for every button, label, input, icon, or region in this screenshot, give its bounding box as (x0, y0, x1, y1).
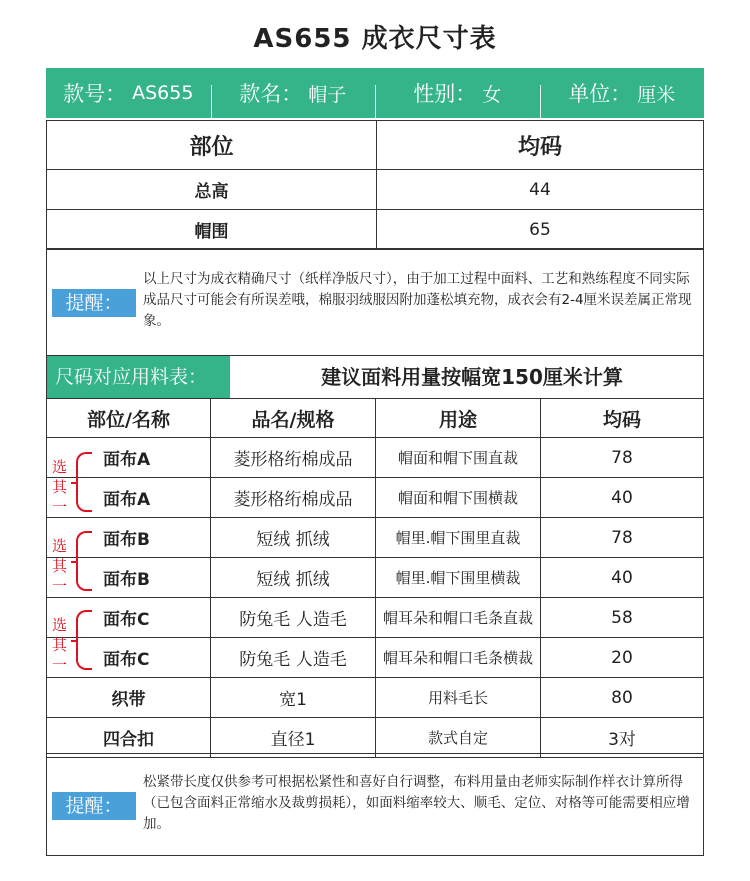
table-row (47, 438, 704, 478)
size-header-part: 部位 (47, 121, 377, 170)
unit-value: 厘米 (637, 83, 676, 106)
choose-brace-a (76, 452, 92, 512)
table-row (47, 170, 704, 210)
table-row (47, 558, 704, 598)
reminder-text: 松紧带长度仅供参考可根据松紧性和喜好自行调整，布料用量由老师实际制作样衣计算所得（已包含面料正常缩水及裁剪损耗），如面料缩率较大、顺毛、定位、对格等可能需要相应增加。 (143, 774, 690, 832)
material-name: 面布B (47, 558, 211, 598)
style-name-label: 款名： (239, 82, 303, 106)
material-use: 帽耳朵和帽口毛条横裁 (376, 638, 541, 678)
material-value: 78 (541, 518, 704, 558)
unit-label: 单位： (568, 82, 632, 106)
material-spec: 防兔毛 人造毛 (211, 598, 376, 638)
material-header-name: 部位/名称 (47, 399, 211, 438)
material-spec: 菱形格绗棉成品 (211, 478, 376, 518)
style-name-value: 帽子 (308, 83, 347, 106)
material-value: 40 (541, 558, 704, 598)
material-spec: 宽1 (211, 678, 376, 718)
material-name: 织带 (47, 678, 211, 718)
material-spec: 菱形格绗棉成品 (211, 438, 376, 478)
table-row (47, 478, 704, 518)
reminder-box-1 (46, 248, 704, 356)
reminder-box-2 (46, 753, 704, 856)
page-title: AS655 成衣尺寸表 (253, 24, 497, 54)
choose-one-label-b: 选其一 (52, 537, 68, 595)
size-part: 帽围 (47, 210, 377, 250)
material-use: 帽面和帽下围横裁 (376, 478, 541, 518)
material-spec: 短绒 抓绒 (211, 518, 376, 558)
material-use: 帽里.帽下围里横裁 (376, 558, 541, 598)
table-row (47, 678, 704, 718)
choose-one-label-a: 选其一 (52, 458, 68, 516)
style-name (211, 78, 376, 108)
style-number (46, 78, 211, 108)
gender (375, 78, 540, 108)
material-use: 帽耳朵和帽口毛条直裁 (376, 598, 541, 638)
reminder-tag: 提醒： (52, 289, 136, 317)
style-number-value: AS655 (132, 82, 194, 104)
material-spec: 防兔毛 人造毛 (211, 638, 376, 678)
material-spec: 直径1 (211, 718, 376, 758)
material-name: 面布A (47, 478, 211, 518)
material-use: 用料毛长 (376, 678, 541, 718)
material-header-value: 均码 (541, 399, 704, 438)
reminder-tag: 提醒： (52, 792, 136, 820)
size-value: 44 (377, 170, 704, 210)
material-name: 面布C (47, 598, 211, 638)
table-row (47, 638, 704, 678)
material-value: 20 (541, 638, 704, 678)
material-use: 帽面和帽下围直裁 (376, 438, 541, 478)
reminder-text: 以上尺寸为成衣精确尺寸（纸样净版尺寸），由于加工过程中面料、工艺和熟练程度不同实际成品尺寸可能会有所误差哦，棉服羽绒服因附加蓬松填充物，成衣会有2-4厘米误差属正常现象。 (143, 271, 692, 329)
material-name: 面布A (47, 438, 211, 478)
unit (540, 78, 705, 108)
table-row (47, 718, 704, 758)
material-table (46, 398, 704, 758)
material-name: 四合扣 (47, 718, 211, 758)
gender-label: 性别： (413, 82, 477, 106)
material-header-use: 用途 (376, 399, 541, 438)
material-spec: 短绒 抓绒 (211, 558, 376, 598)
size-table (46, 120, 704, 250)
choose-brace-b (76, 531, 92, 591)
material-use: 帽里.帽下围里直裁 (376, 518, 541, 558)
choose-brace-c (76, 610, 92, 670)
material-section-header (46, 356, 704, 398)
material-value: 58 (541, 598, 704, 638)
table-row (47, 210, 704, 250)
material-tag: 尺码对应用料表： (47, 356, 230, 398)
material-name: 面布B (47, 518, 211, 558)
size-header-onesize: 均码 (377, 121, 704, 170)
table-row (47, 518, 704, 558)
material-header-spec: 品名/规格 (211, 399, 376, 438)
material-value: 80 (541, 678, 704, 718)
material-value: 40 (541, 478, 704, 518)
material-name: 面布C (47, 638, 211, 678)
material-subtitle: 建议面料用量按幅宽150厘米计算 (321, 365, 623, 389)
choose-one-label-c: 选其一 (52, 616, 68, 674)
info-header (46, 68, 704, 118)
gender-value: 女 (482, 83, 502, 106)
size-value: 65 (377, 210, 704, 250)
material-value: 78 (541, 438, 704, 478)
size-part: 总高 (47, 170, 377, 210)
table-row (47, 598, 704, 638)
style-number-label: 款号： (63, 82, 127, 106)
material-use: 款式自定 (376, 718, 541, 758)
material-value: 3对 (541, 718, 704, 758)
